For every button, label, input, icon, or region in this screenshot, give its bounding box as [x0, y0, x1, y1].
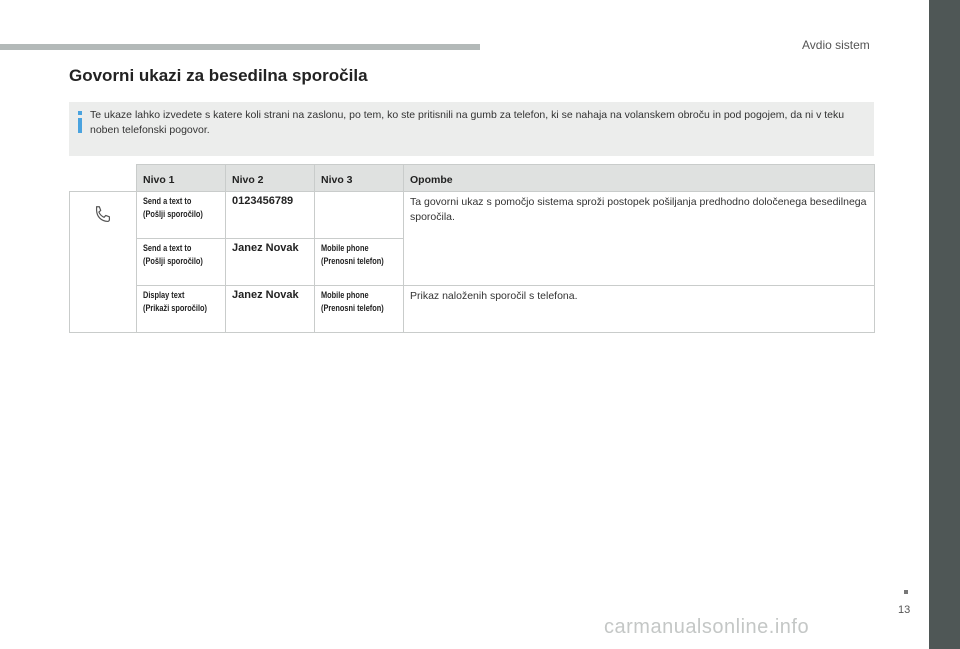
header-level1: Nivo 1 [137, 165, 226, 192]
voice-command-table [69, 164, 875, 333]
level1-cell [137, 192, 226, 239]
level1-command: Send a text to [143, 243, 192, 253]
header-level2: Nivo 2 [226, 165, 315, 192]
info-box [69, 102, 874, 156]
icon-cell [70, 192, 137, 333]
header-rule [0, 44, 480, 50]
level3-cell [315, 286, 404, 333]
level1-translation: (Pošlji sporočilo) [143, 209, 203, 219]
watermark: carmanualsonline.info [604, 616, 810, 638]
level1-translation: (Prikaži sporočilo) [143, 303, 207, 313]
notes-cell: Ta govorni ukaz s pomočjo sistema sproži postopek pošiljanja predhodno določenega besedilnega sporočila. [404, 192, 875, 286]
level2-value: Janez Novak [232, 242, 299, 254]
level2-value: 0123456789 [232, 195, 294, 207]
level1-translation: (Pošlji sporočilo) [143, 256, 203, 266]
level1-command: Display text [143, 290, 185, 300]
level3-cell [315, 192, 404, 239]
page-marker [904, 590, 908, 594]
table-row [70, 192, 875, 239]
level3-command: Mobile phone [321, 243, 369, 253]
level2-cell [226, 239, 315, 286]
level3-translation: (Prenosni telefon) [321, 256, 384, 266]
info-text: Te ukaze lahko izvedete s katere koli strani na zaslonu, po tem, ko ste pritisnili na gumb za telefon, ki se nahaja na volanskem obroču in pod pogojem, da ni v teku noben telefonski pogovor. [90, 109, 845, 136]
level1-command: Send a text to [143, 196, 192, 206]
header-level3: Nivo 3 [315, 165, 404, 192]
level2-cell [226, 192, 315, 239]
level3-command: Mobile phone [321, 290, 369, 300]
level2-cell [226, 286, 315, 333]
header-blank [70, 165, 137, 192]
page-number: 13 [898, 604, 911, 616]
phone-handset-icon [92, 204, 114, 226]
notes-cell: Prikaz naloženih sporočil s telefona. [404, 286, 875, 333]
header-notes: Opombe [404, 165, 875, 192]
table-row [70, 286, 875, 333]
level1-cell [137, 239, 226, 286]
info-icon [77, 111, 85, 133]
level3-cell [315, 239, 404, 286]
section-title: Govorni ukazi za besedilna sporočila [69, 66, 368, 85]
chapter-title: Avdio sistem [802, 38, 870, 52]
side-band [929, 0, 960, 649]
level2-value: Janez Novak [232, 289, 299, 301]
level3-translation: (Prenosni telefon) [321, 303, 384, 313]
level1-cell [137, 286, 226, 333]
